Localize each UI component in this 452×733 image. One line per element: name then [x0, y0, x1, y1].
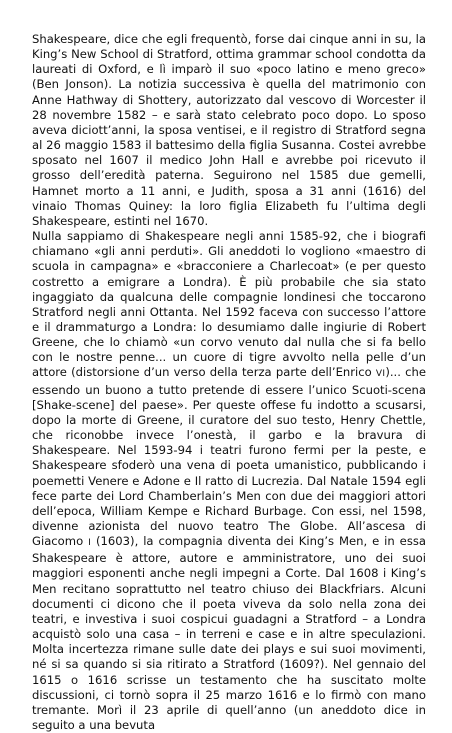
- paragraph-family: Shakespeare, dice che egli frequentò, forse dai cinque anni in su, la King’s New School di Stratford, ottima grammar school condotta da laureati di Oxford, e lì imparò il suo «poco latino e meno greco» (Ben Jonson). La notizia successiva è quella del matrimonio con Anne Hathway di Shottery, autorizzato dal vescovo di Worcester il 28 novembre 1582 – e sarà stato celebrato poco dopo. Lo sposo aveva diciott’anni, la sposa ventisei, e il registro di Stratford segna al 26 maggio 1583 il battesimo della figlia Susanna. Costei avrebbe sposato nel 1607 il medico John Hall e avrebbe poi ricevuto il grosso dell’eredità paterna. Seguirono nel 1585 due gemelli, Hamnet morto a 11 anni, e Judith, sposa a 31 anni (1616) del vinaio Thomas Quiney: la loro figlia Elizabeth fu l’ultima degli Shakespeare, estinti nel 1670.: [32, 32, 426, 228]
- roman-numeral-giacomo: I: [88, 538, 92, 549]
- giacomo-name: Giacomo: [32, 534, 84, 549]
- roman-numeral-enrico: VI: [375, 369, 386, 380]
- paragraph-career-text-3: (1603), la compagnia diventa dei King’s Men, e in essa Shakespeare è attore, autore e amministratore, uno dei suoi maggiori esponenti anche negli impegni a Corte. Dal 1608 i King’s Men recitano soprattutto nel teatro chiuso dei Blackfriars. Alcuni documenti ci dicono che il poeta viveva da solo nella zona dei teatri, e investiva i suoi cospicui guadagni a Stratford – a Londra acquistò solo una casa – in terreni e case e in altre speculazioni. Molta incertezza rimane sulle date dei plays e sui suoi movimenti, né si sa quando si sia ritirato a Stratford (1609?). Nel gennaio del 1615 o 1616 scrisse un testamento che ha suscitato molte discussioni, ci tornò sopra il 25 marzo 1616 e lo firmò con mano tremante. Morì il 23 aprile di quell’anno (un aneddoto dice in seguito a una bevuta: [32, 534, 426, 733]
- paragraph-career-text-2: )... che essendo un buono a tutto pretende di essere l’unico Scuoti-scena [Shake-scene] del paese». Per queste offese fu indotto a scusarsi, dopo la morte di Greene, il curatore del suo testo, Henry Chettle, che riconobbe invece l’onestà, il garbo e la bravura di Shakespeare. Nel 1593-94 i teatri furono fermi per la peste, e Shakespeare sfoderò una vena di poeta umanistico, pubblicando i poemetti Venere e Adone e Il ratto di Lucrezia. Dal Natale 1594 egli fece parte dei Lord Chamberlain’s Men con due dei maggiori attori dell’epoca, William Kempe e Richard Burbage. Con essi, nel 1598, divenne azionista del nuovo teatro The Globe. All’ascesa di: [32, 365, 426, 533]
- document-page: [32, 32, 426, 733]
- paragraph-career: [32, 229, 426, 733]
- paragraph-career-text-1: Nulla sappiamo di Shakespeare negli anni 1585-92, che i biografi chiamano «gli anni perduti». Gli aneddoti lo vogliono «maestro di scuola in campagna» e «bracconiere a Charlecoat» (e per questo costretto a emigrare a Londra). È più probabile che sia stato ingaggiato da qualcuna delle compagnie londinesi che toccarono Stratford negli anni Ottanta. Nel 1592 faceva con successo l’attore e il drammaturgo a Londra: lo desumiamo dalle ingiurie di Robert Greene, che lo chiamò «un corvo venuto dal nulla che si fa bello con le nostre penne... un cuore di tigre avvolto nella pelle d’un attore (distorsione d’un verso della terza parte dell’Enrico: [32, 229, 426, 380]
